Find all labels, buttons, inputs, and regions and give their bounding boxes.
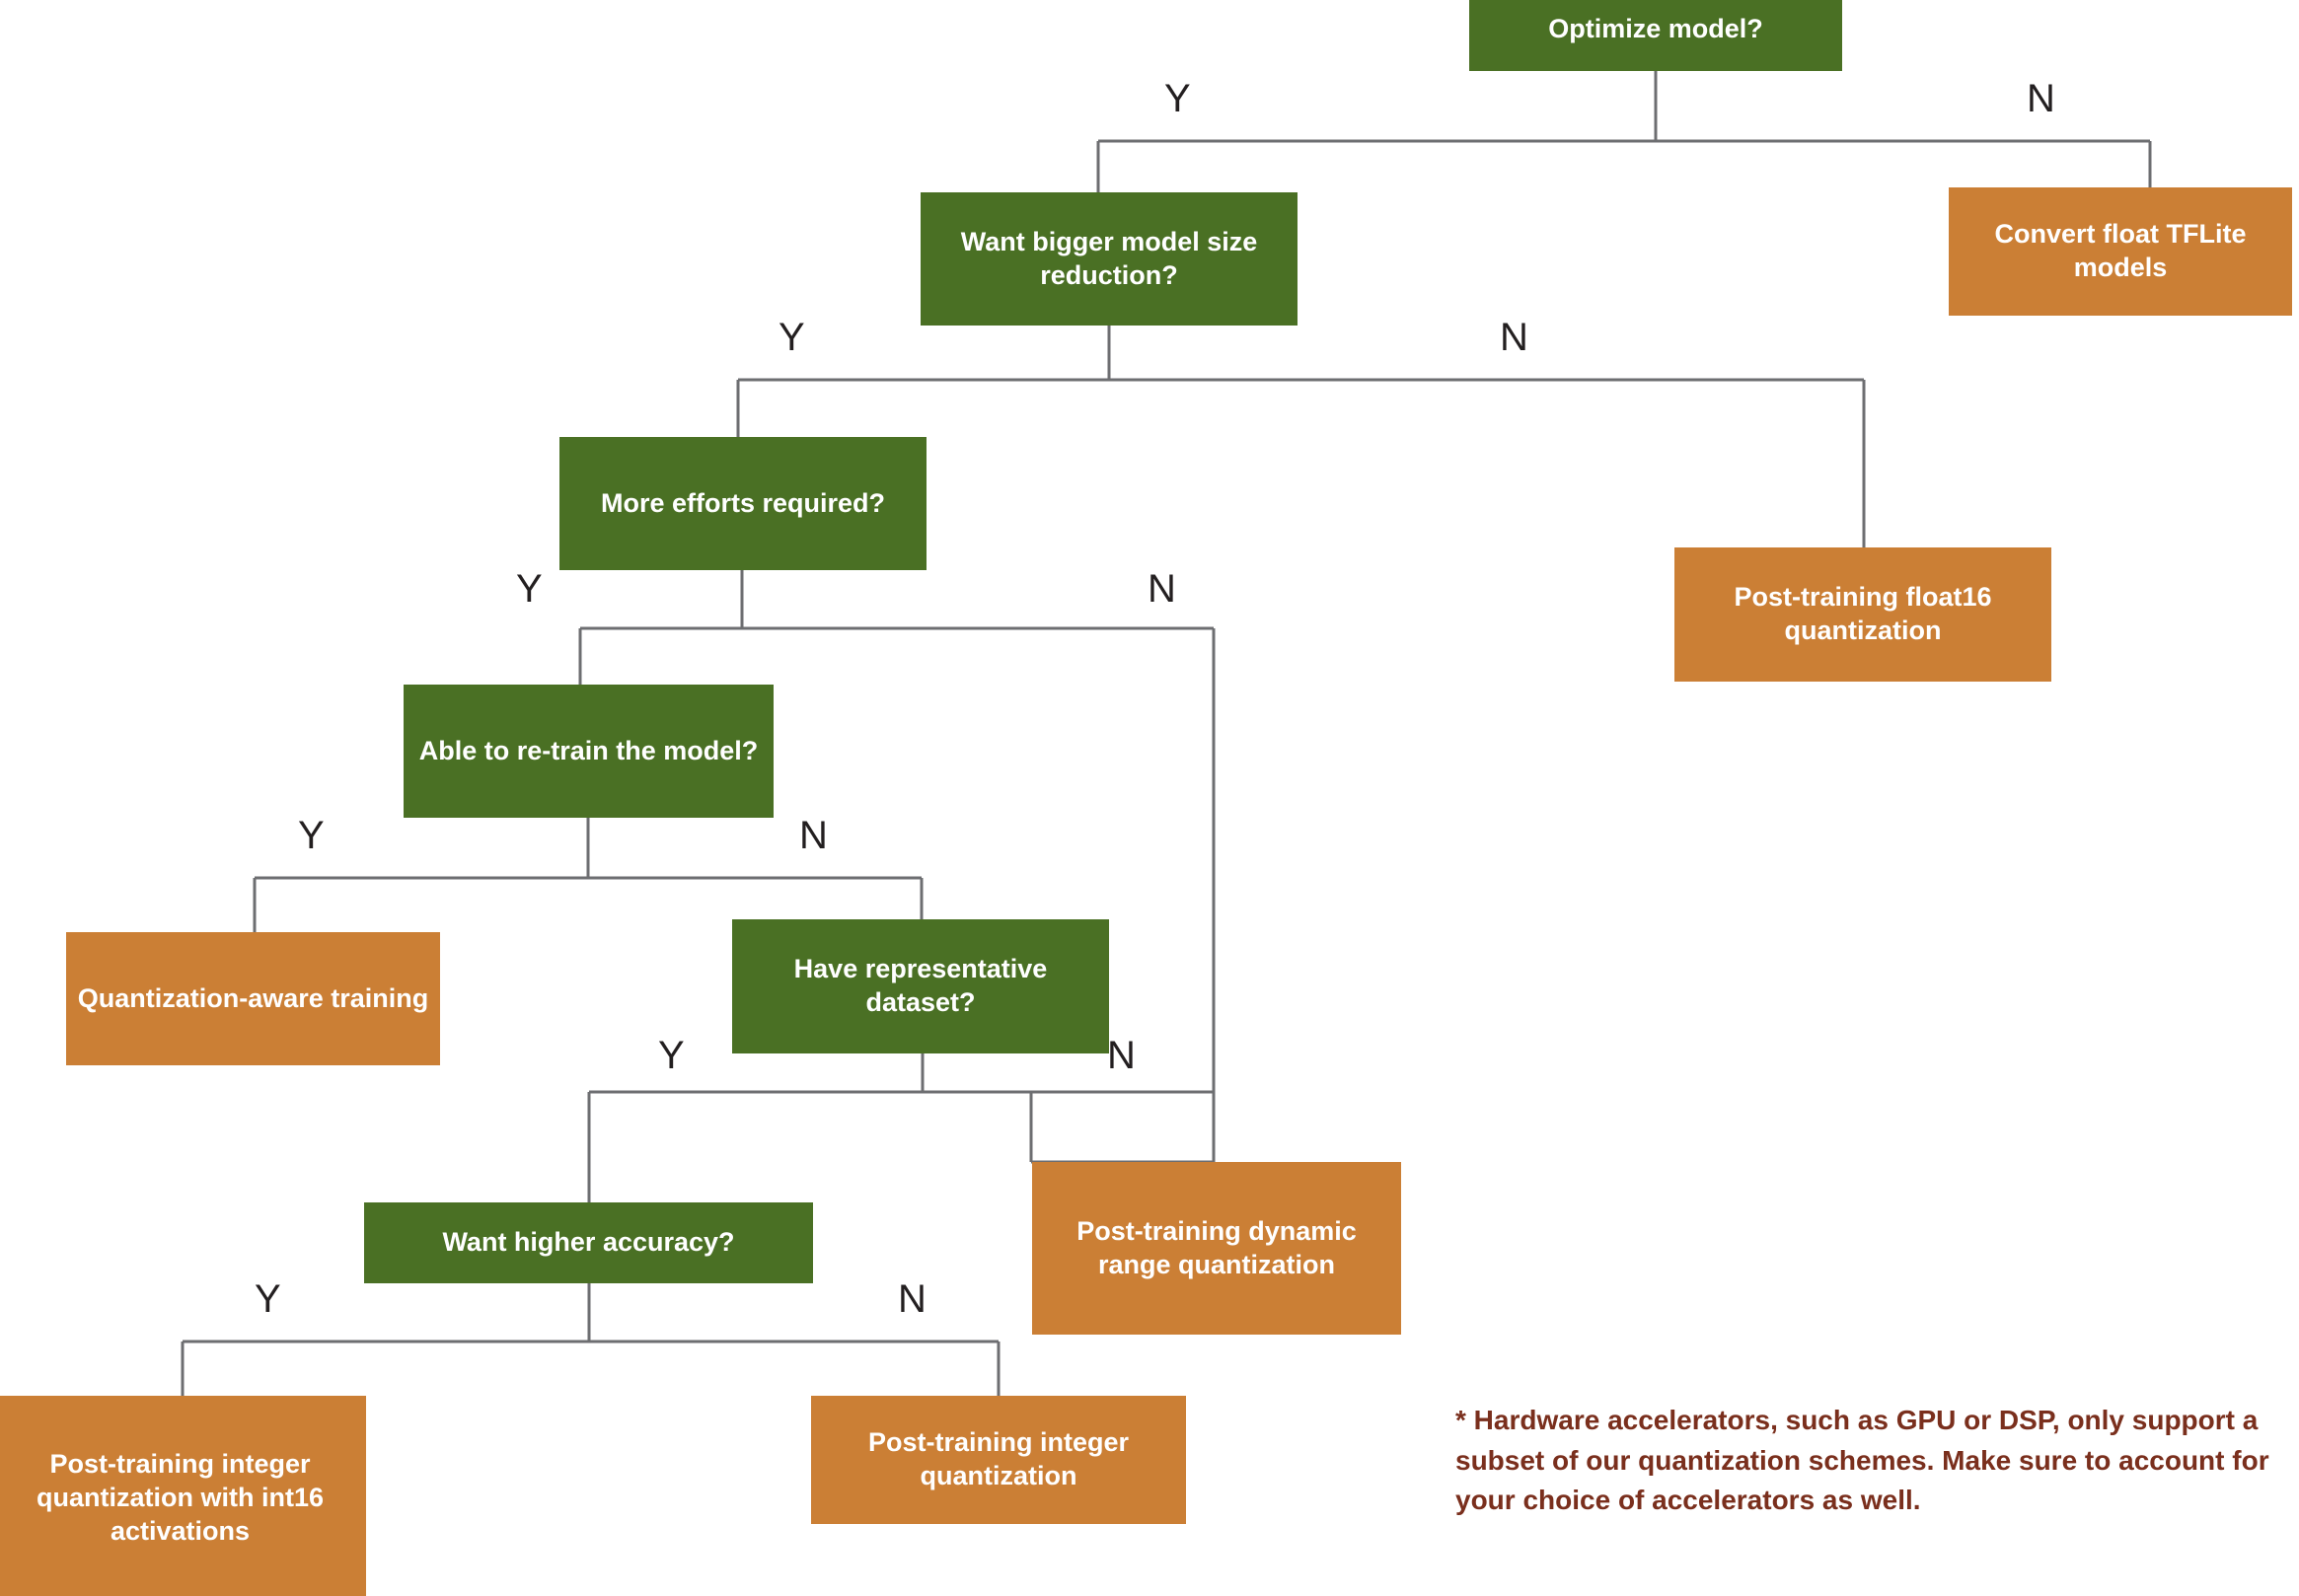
edge-label-retrain-yes: Y bbox=[298, 814, 325, 857]
edge-label-bigger-size-yes: Y bbox=[779, 316, 805, 359]
node-optimize-model[interactable] bbox=[1469, 0, 1842, 71]
node-label: Want higher accuracy? bbox=[442, 1227, 735, 1258]
node-post-training-integer-quantization-int16[interactable] bbox=[0, 1396, 366, 1596]
node-more-efforts-required[interactable] bbox=[559, 437, 927, 570]
node-want-higher-accuracy[interactable] bbox=[364, 1202, 813, 1283]
edge-label-optimize-no: N bbox=[2027, 77, 2055, 120]
edge-label-more-efforts-yes: Y bbox=[516, 567, 543, 611]
node-label: Post-training integer quantization bbox=[867, 1427, 1129, 1490]
node-post-training-integer-quantization[interactable] bbox=[811, 1396, 1186, 1524]
node-label: Want bigger model size reduction? bbox=[960, 226, 1258, 290]
node-post-training-float16-quantization[interactable] bbox=[1674, 547, 2051, 682]
edge-label-bigger-size-no: N bbox=[1500, 316, 1528, 359]
node-have-representative-dataset[interactable] bbox=[732, 919, 1109, 1053]
edge-label-optimize-yes: Y bbox=[1164, 77, 1191, 120]
node-label: Post-training float16 quantization bbox=[1734, 582, 1992, 645]
node-label: More efforts required? bbox=[600, 487, 886, 518]
footnote-hardware-accelerators: * Hardware accelerators, such as GPU or DSP, only support a subset of our quantization schemes. Make sure to account for your choice of accelerators as well. bbox=[1455, 1405, 2269, 1516]
edge-label-more-efforts-no: N bbox=[1148, 567, 1176, 611]
node-label: Quantization-aware training bbox=[77, 982, 429, 1013]
node-convert-float-tflite[interactable] bbox=[1949, 187, 2292, 316]
node-post-training-dynamic-range-quantization[interactable] bbox=[1032, 1162, 1401, 1335]
node-quantization-aware-training[interactable] bbox=[66, 932, 440, 1065]
edge-label-rep-dataset-yes: Y bbox=[658, 1034, 685, 1077]
node-label: Post-training dynamic range quantization bbox=[1076, 1215, 1357, 1279]
node-label: Post-training integer quantization with int16 activations bbox=[37, 1449, 324, 1546]
node-label: Optimize model? bbox=[1548, 14, 1763, 44]
edge-label-rep-dataset-no: N bbox=[1107, 1034, 1136, 1077]
node-label: Convert float TFLite models bbox=[1994, 219, 2247, 282]
node-label: Able to re-train the model? bbox=[418, 735, 759, 765]
node-label: Have representative dataset? bbox=[793, 954, 1048, 1017]
node-able-to-retrain-model[interactable] bbox=[404, 685, 774, 818]
edge-label-higher-accuracy-no: N bbox=[898, 1277, 927, 1321]
edge-label-retrain-no: N bbox=[799, 814, 828, 857]
edge-label-higher-accuracy-yes: Y bbox=[255, 1277, 281, 1321]
node-want-bigger-model-size-reduction[interactable] bbox=[921, 192, 1298, 326]
